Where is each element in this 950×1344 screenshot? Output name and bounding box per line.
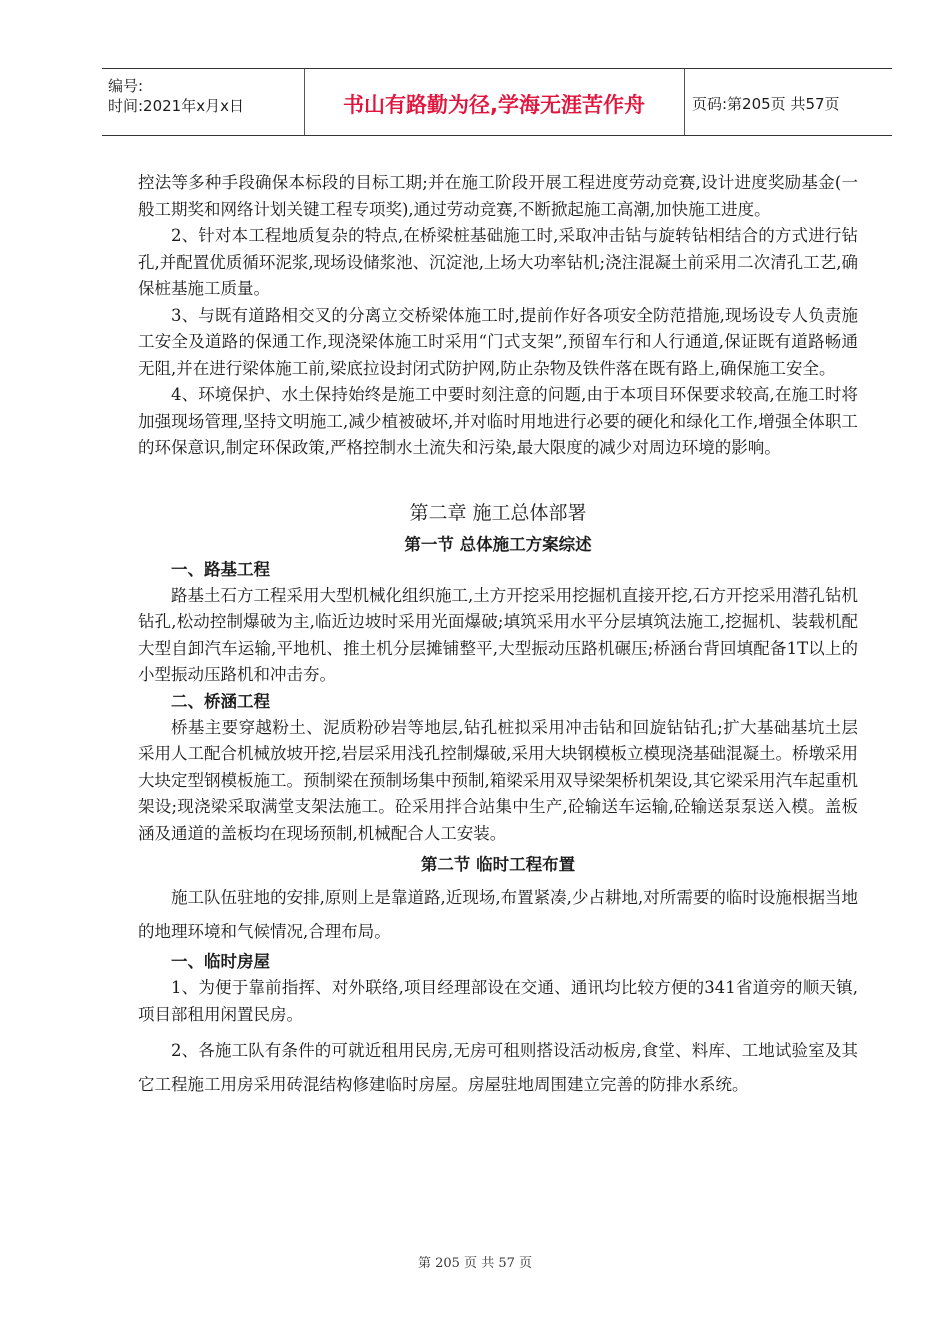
header-motto-cell [304,69,685,135]
subsection-heading: 二、桥涵工程 [171,691,270,711]
document-body [138,170,858,1102]
document-date-label: 时间:2021年x月x日 [108,97,244,115]
subsection-heading: 一、路基工程 [171,559,270,579]
paragraph: 2、各施工队有条件的可就近租用民房,无房可租则搭设活动板房,食堂、料库、工地试验室及其它工程施工用房采用砖混结构修建临时房屋。房屋驻地周围建立完善的防排水系统。 [138,1041,858,1094]
chapter-title: 第二章 施工总体部署 [409,501,587,524]
document-number-label: 编号: [108,77,144,95]
paragraph: 桥基主要穿越粉土、泥质粉砂岩等地层,钻孔桩拟采用冲击钻和回旋钻钻孔;扩大基础基坑土层采用人工配合机械放坡开挖,岩层采用浅孔控制爆破,采用大块钢模板立模现浇基础混凝土。桥墩采用大块定型钢模板施工。预制梁在预制场集中预制,箱梁采用双导梁架桥机架设,其它梁采用汽车起重机架设;现浇梁采取满堂支架法施工。砼采用拌合站集中生产,砼输送车运输,砼输送泵泵送入模。盖板涵及通道的盖板均在现场预制,机械配合人工安装。 [138,717,858,843]
paragraph: 路基土石方工程采用大型机械化组织施工,土方开挖采用挖掘机直接开挖,石方开挖采用潜孔钻机钻孔,松动控制爆破为主,临近边坡时采用光面爆破;填筑采用水平分层填筑法施工,挖掘机、装载机配大型自卸汽车运输,平地机、推土机分层摊铺整平,大型振动压路机碾压;桥涵台背回填配备1T以上的小型振动压路机和冲击夯。 [138,585,858,684]
paragraph: 2、针对本工程地质复杂的特点,在桥梁桩基础施工时,采取冲击钻与旋转钻相结合的方式进行钻孔,并配置优质循环泥浆,现场设储浆池、沉淀池,上场大功率钻机;浇注混凝土前采用二次清孔工艺,确保桩基施工质量。 [138,226,858,298]
header-page-code: 页码:第205页 共57页 [692,95,840,113]
page-header [102,68,892,136]
subsection-heading: 一、临时房屋 [171,952,270,971]
section-title: 第一节 总体施工方案综述 [404,534,592,554]
paragraph: 1、为便于靠前指挥、对外联络,项目经理部设在交通、通讯均比较方便的341省道旁的顺天镇,项目部租用闲置民房。 [138,978,858,1024]
section-title: 第二节 临时工程布置 [420,855,576,874]
paragraph: 施工队伍驻地的安排,原则上是靠道路,近现场,布置紧凑,少占耕地,对所需要的临时设施根据当地的地理环境和气候情况,合理布局。 [138,888,858,941]
paragraph: 4、环境保护、水土保持始终是施工中要时刻注意的问题,由于本项目环保要求较高,在施工时将加强现场管理,坚持文明施工,减少植被破坏,并对临时用地进行必要的硬化和绿化工作,增强全体职工的环保意识,制定环保政策,严格控制水土流失和污染,最大限度的减少对周边环境的影响。 [138,385,858,457]
page-footer: 第 205 页 共 57 页 [417,1256,533,1271]
header-motto: 书山有路勤为径,学海无涯苦作舟 [343,93,645,117]
paragraph: 控法等多种手段确保本标段的目标工期;并在施工阶段开展工程进度劳动竞赛,设计进度奖励基金(一般工期奖和网络计划关键工程专项奖),通过劳动竞赛,不断掀起施工高潮,加快施工进度。 [138,173,858,219]
header-info-cell [102,69,305,135]
header-page-cell [684,69,892,135]
paragraph: 3、与既有道路相交叉的分离立交桥梁体施工时,提前作好各项安全防范措施,现场设专人负责施工安全及道路的保通工作,现浇梁体施工时采用“门式支架”,预留车行和人行通道,保证既有道路畅通无阻,并在进行梁体施工前,梁底拉设封闭式防护网,防止杂物及铁件落在既有路上,确保施工安全。 [138,305,858,378]
